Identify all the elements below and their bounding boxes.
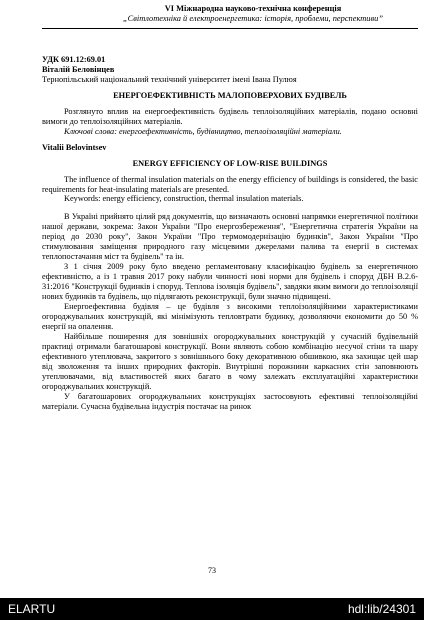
author-en: Vitalii Belovintsev — [42, 142, 107, 152]
affiliation: Тернопільський національний технічний університет імені Івана Пулюя — [42, 74, 297, 84]
viewer-footer — [0, 598, 424, 620]
body-paragraph: Найбільше поширення для зовнішніх огороджувальних конструкцій у сучасній будівельній практиці отримали багатошарові конструкції. Вони являють собою комбінацію несучої стіни та шару ефективного утеплювача, закритого з зовнішнього боку декоративною обшивкою, яка захищає цей шар від зволоження та інших природних факторів. Внутрішні порожнини каркасних стін заповнюють утеплювачами, від властивостей яких багато в чому залежать експлуатаційні характеристики огороджувальних конструкцій. — [42, 331, 418, 391]
header-rule — [42, 28, 418, 29]
conference-title: VI Міжнародна науково-технічна конференція — [164, 4, 342, 13]
handle-label: hdl:lib/24301 — [347, 602, 416, 616]
title-en: ENERGY EFFICIENCY OF LOW-RISE BUILDINGS — [132, 158, 328, 168]
repository-label: ELARTU — [8, 602, 56, 616]
author-ua: Віталій Беловінцев — [42, 64, 115, 74]
conference-subtitle: „Світлотехніка й електроенергетика: історія, проблеми, перспективи” — [123, 14, 383, 23]
keywords-ua: Ключові слова: енергоефективність, будівництво, теплоізоляційні матеріали. — [64, 126, 342, 136]
body-paragraph: В Україні прийнято цілий ряд документів, що визначають основні напрямки енергетичної політики нашої держави, зокрема: Закон України "Про енергозбереження", "Енергетична стратегія України на період до 2030 року", Закон України "Про термомодернізацію будинків", Закон України "Про стимулювання заміщення природного газу місцевими джерелами палива та енергії в системах теплопостачання міст та будівель" та ін. — [42, 212, 418, 262]
abstract-ua: Розглянуто вплив на енергоефективність будівель теплоізоляційних матеріалів, подано основні вимоги до теплоізоляційних матеріалів. — [42, 106, 418, 126]
udc-code: УДК 691.12:69.01 — [42, 55, 106, 64]
article-body — [42, 55, 418, 412]
conference-header — [88, 4, 418, 30]
page-number: 73 — [208, 566, 216, 575]
title-ua: ЕНЕРГОЕФЕКТИВНІСТЬ МАЛОПОВЕРХОВИХ БУДІВЕЛЬ — [113, 90, 347, 100]
body-paragraph: Енергоефективна будівля – це будівля з високими теплоізоляційними характеристиками огороджувальних конструкцій, які мінімізують тепловтрати будинку, дозволяючи економити до 50 % енергії на опалення. — [42, 302, 418, 331]
body-paragraph: У багатошарових огороджувальних конструкціях застосовують ефективні теплоізоляційні матеріали. Сучасна будівельна індустрія постачає на ринок — [42, 391, 418, 411]
abstract-en: The influence of thermal insulation materials on the energy efficiency of buildings is considered, the basic requirements for heat-insulating materials are presented. — [42, 174, 418, 194]
keywords-en: Keywords: energy efficiency, construction, thermal insulation materials. — [64, 194, 304, 204]
body-paragraph: З 1 січня 2009 року було введено регламентовану класифікацію будівель за енергетичною ефективністю, а із 1 травня 2017 року набули чинності нові норми для будівель і споруд ДБН В.2.6-31:2016 "Конструкції будинків і споруд. Теплова ізоляція будівель", завдяки яким вимоги до теплоізоляції нових будинків та будівель, що підлягають реконструкції, були значно підвищені. — [42, 262, 418, 302]
